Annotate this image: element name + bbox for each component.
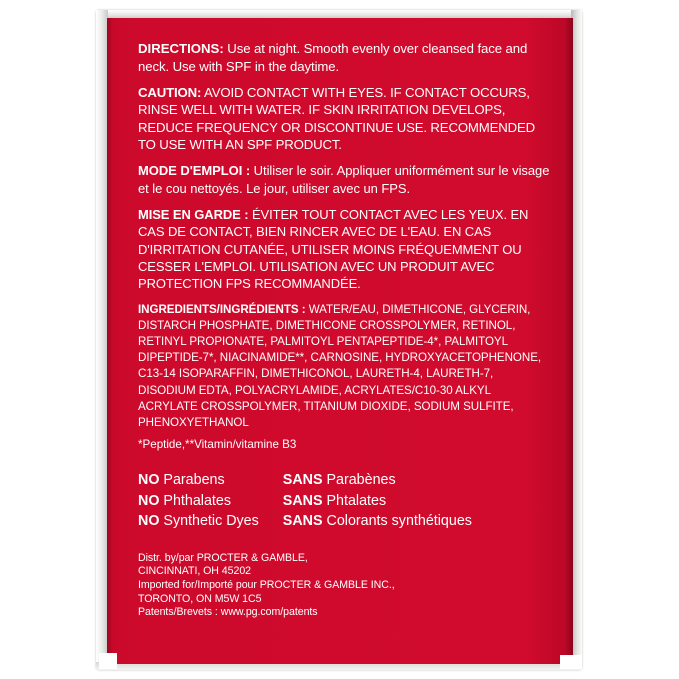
footer-line: Distr. by/par PROCTER & GAMBLE, [138,551,308,564]
claim-lead: NO [138,492,160,509]
claim-text: Synthetic Dyes [159,513,259,530]
carton-back-panel [107,18,573,664]
mode-emploi-body: Utiliser le soir. Appliquer uniformément sur le visage et le cou nettoyés. Le jour, utiliser avec un FPS. [138,163,550,196]
caution-body: AVOID CONTACT WITH EYES. IF CONTACT OCCURS, RINSE WELL WITH WATER. IF SKIN IRRITATION DEVELOPS, REDUCE FREQUENCY OR DISCONTINUE USE. RECOMMENDED TO USE WITH AN SPF PRODUCT. [138,85,536,152]
mode-emploi-block [138,162,552,197]
carton-bottom-right-notch [560,655,582,669]
footer-patents-line: Patents/Brevets : www.pg.com/patents [138,606,318,619]
claim-row [283,491,472,512]
caution-heading: CAUTION: [138,85,202,100]
claim-row [138,470,259,491]
claim-lead: NO [138,472,160,489]
claim-row [138,511,259,532]
mise-en-garde-heading: MISE EN GARDE : [138,207,249,223]
claim-text: Parabens [159,472,225,489]
claim-text: Parabènes [322,472,396,489]
claim-lead: SANS [282,472,323,489]
claim-lead: SANS [282,492,323,509]
claims-english-column [138,470,259,532]
claim-lead: SANS [282,513,323,530]
claim-text: Phtalates [322,492,387,509]
manufacturer-footer [138,552,552,620]
claim-row [283,470,472,491]
directions-block [138,40,552,75]
claims-french-column [283,470,472,532]
mode-emploi-heading: MODE D'EMPLOI : [138,163,251,179]
directions-body: Use at night. Smooth evenly over cleansed face and neck. Use with SPF in the daytime. [138,41,528,74]
free-from-claims [138,470,552,532]
claim-lead: NO [138,513,160,530]
claim-row [283,511,472,532]
mise-en-garde-body: ÉVITER TOUT CONTACT AVEC LES YEUX. EN CAS DE CONTACT, BIEN RINCER AVEC DE L'EAU. EN CAS D'IRRITATION CUTANÉE, UTILISER MOINS FRÉQUEMMENT OU CESSER L'EMPLOI. UTILISATION AVEC UN PRODUIT AVEC PROTECTION FPS RECOMMANDÉE. [138,207,529,292]
ingredients-block [138,302,552,432]
claim-text: Phthalates [159,492,231,509]
carton-bottom-left-notch [99,653,117,669]
claim-text: Colorants synthétiques [322,513,472,530]
ingredients-footnote: *Peptide,**Vitamin/vitamine B3 [138,438,297,452]
ingredients-heading: INGREDIENTS/INGRÉDIENTS : [138,302,306,316]
ingredients-body: WATER/EAU, DIMETHICONE, GLYCERIN, DISTARCH PHOSPHATE, DIMETHICONE CROSSPOLYMER, RETINOL, RETINYL PROPIONATE, PALMITOYL PENTAPEPTIDE-4*, PALMITOYL DIPEPTIDE-7*, NIACINAMIDE**, CARNOSINE, HYDROXYACETOPHENONE, C13-14 ISOPARAFFIN, DIMETHICONOL, LAURETH-4, LAURETH-7, DISODIUM EDTA, POLYACRYLAMIDE, ACRYLATES/C10-30 ALKYL ACRYLATE CROSSPOLYMER, TITANIUM DIOXIDE, SODIUM SULFITE, PHENOXYETHANOL [138,302,542,430]
label-text-content [138,40,552,620]
footer-line: CINCINNATI, OH 45202 [138,565,252,578]
claim-row [138,491,259,512]
footer-line: TORONTO, ON M5W 1C5 [138,592,262,605]
directions-heading: DIRECTIONS: [138,41,224,56]
mise-en-garde-block [138,206,552,292]
caution-block [138,84,552,153]
footer-line: Imported for/Importé pour PROCTER & GAMBLE INC., [138,578,395,591]
